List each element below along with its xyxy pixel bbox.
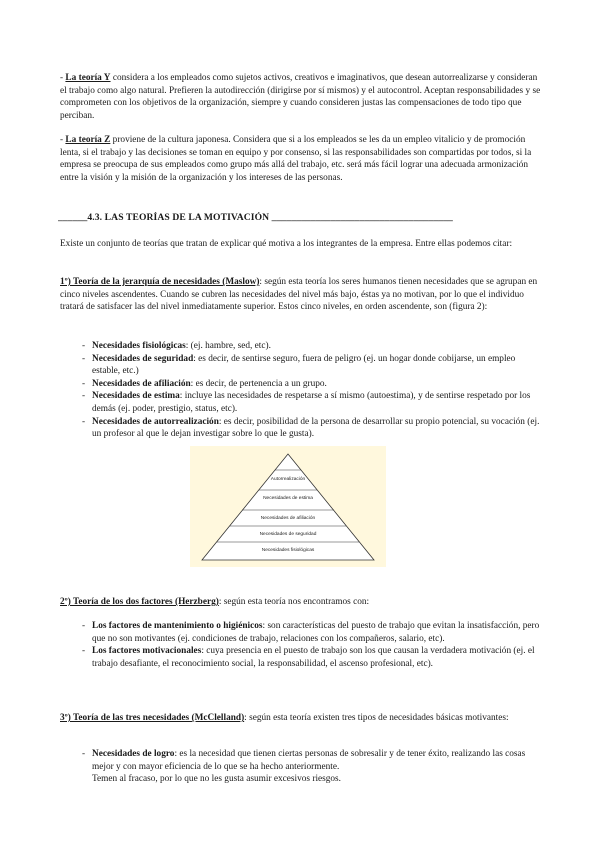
maslow-label: 1º) Teoría de la jerarquía de necesidades (Maslow) [60, 277, 260, 287]
maslow-paragraph [60, 276, 542, 314]
dash: - [60, 135, 66, 145]
mcclelland-paragraph [60, 712, 542, 725]
item-label: Necesidades de estima [92, 391, 180, 402]
herzberg-list [82, 620, 542, 670]
pyramid-level-affiliation: Necesidades de afiliación [260, 516, 316, 521]
item-text: : es decir, de sentirse seguro, fuera de peligro (ej. un hogar donde cobijarse, un empleo estable, etc.) [92, 353, 516, 377]
mcclelland-label: 3º) Teoría de las tres necesidades (McClelland) [60, 713, 245, 723]
herzberg-label: 2º) Teoría de los dos factores (Herzberg) [60, 597, 219, 607]
list-item [82, 645, 542, 670]
mcclelland-list [82, 748, 542, 786]
item-label: Los factores de mantenimiento o higiénicos [92, 621, 263, 631]
herzberg-paragraph [60, 596, 542, 609]
item-label: Necesidades de afiliación [92, 378, 191, 389]
section-heading: ______4.3. LAS TEORÍAS DE LA MOTIVACIÓN _____________________________________ [58, 212, 453, 223]
list-item [82, 748, 542, 786]
item-text: : son características del puesto de trabajo que evitan la insatisfacción, pero que no son motivantes (ej. condiciones de trabajo, relaciones con los compañeros, salario, etc). [92, 621, 540, 644]
item-text: : incluye las necesidades de respetarse a sí mismo (autoestima), y de sentirse respetado por los demás (ej. poder, prestigio, status, etc). [92, 391, 531, 414]
theory-y-label: La teoría Y [65, 73, 111, 83]
herzberg-text: : según esta teoría nos encontramos con: [218, 597, 370, 607]
item-text: : es decir, de pertenencia a un grupo. [190, 378, 327, 389]
list-item [82, 340, 542, 353]
item-text: : es la necesidad que tienen ciertas personas de sobresalir y de tener éxito, realizando las cosas mejor y con mayor eficiencia de lo que se ha hecho anteriormente. [92, 749, 526, 772]
list-item [82, 378, 542, 391]
dash: - [60, 73, 66, 83]
item-extra-text: Temen al fracaso, por lo que no les gusta asumir excesivos riesgos. [92, 774, 342, 785]
mcclelland-text: : según esta teoría existen tres tipos de necesidades básicas motivantes: [244, 713, 509, 723]
item-label: Los factores motivacionales [92, 646, 202, 657]
pyramid-level-esteem: Necesidades de estima [263, 496, 313, 501]
item-text: : es decir, posibilidad de la persona de desarrollar su propio potencial, su vocación (ej. un profesor al que le dejan investigar sobre lo que le gusta). [92, 416, 540, 440]
list-item [82, 416, 542, 441]
pyramid-level-physiological: Necesidades fisiológicas [261, 548, 315, 553]
list-item [82, 620, 542, 645]
intro-paragraph: Existe un conjunto de teorías que tratan de explicar qué motiva a los integrantes de la empresa. Entre ellas podemos citar: [60, 239, 513, 249]
list-item [82, 353, 542, 378]
theory-y-text: considera a los empleados como sujetos activos, creativos e imaginativos, que desean autorrealizarse y consideran el trabajo como algo natural. Prefieren la autodirección (dirigirse por sí mismos) y el autocontrol. Aceptan responsabilidades y se comprometen con los objetivos de la organización, siempre y cuando consideren justas las compensaciones de todo tipo que perciban. [60, 73, 541, 121]
item-label: Necesidades de seguridad [92, 353, 194, 364]
item-label: Necesidades de logro [92, 749, 175, 759]
item-label: Necesidades fisiológicas [92, 341, 186, 351]
pyramid-level-safety: Necesidades de seguridad [259, 532, 317, 537]
item-text: : (ej. hambre, sed, etc). [185, 341, 271, 351]
maslow-pyramid-figure [190, 446, 386, 567]
list-item [82, 390, 542, 415]
theory-z-paragraph [60, 134, 542, 184]
maslow-list [82, 340, 542, 441]
pyramid-level-self-actualization: Autorrealización [270, 477, 306, 482]
item-text: : cuya presencia en el puesto de trabajo son los que causan la verdadera motivación (ej. el trabajo desafiante, el reconocimiento social, la responsabilidad, el ascenso profesional, etc). [92, 646, 535, 669]
maslow-text: : según esta teoría los seres humanos tienen necesidades que se agrupan en cinco niveles ascendentes. Cuando se cubren las necesidades del nivel más bajo, éstas ya no motivan, por lo que el individuo tratará de satisfacer las del nivel inmediatamente superior. Estos cinco niveles, en orden ascendente, son (figura 2): [60, 277, 538, 313]
theory-y-paragraph [60, 72, 542, 122]
theory-z-label: La teoría Z [65, 135, 111, 145]
theory-z-text: proviene de la cultura japonesa. Considera que si a los empleados se les da un empleo vitalicio y de promoción lenta, si el trabajo y las decisiones se toman en equipo y por consenso, si las responsabilidades son compartidas por todos, si la empresa se preocupa de sus empleados como grupo más allá del trabajo, etc. será más fácil lograr una adecuada armonización entre la visión y la misión de la organización y los intereses de las personas. [60, 135, 532, 183]
item-label: Necesidades de autorrealización [92, 416, 219, 427]
